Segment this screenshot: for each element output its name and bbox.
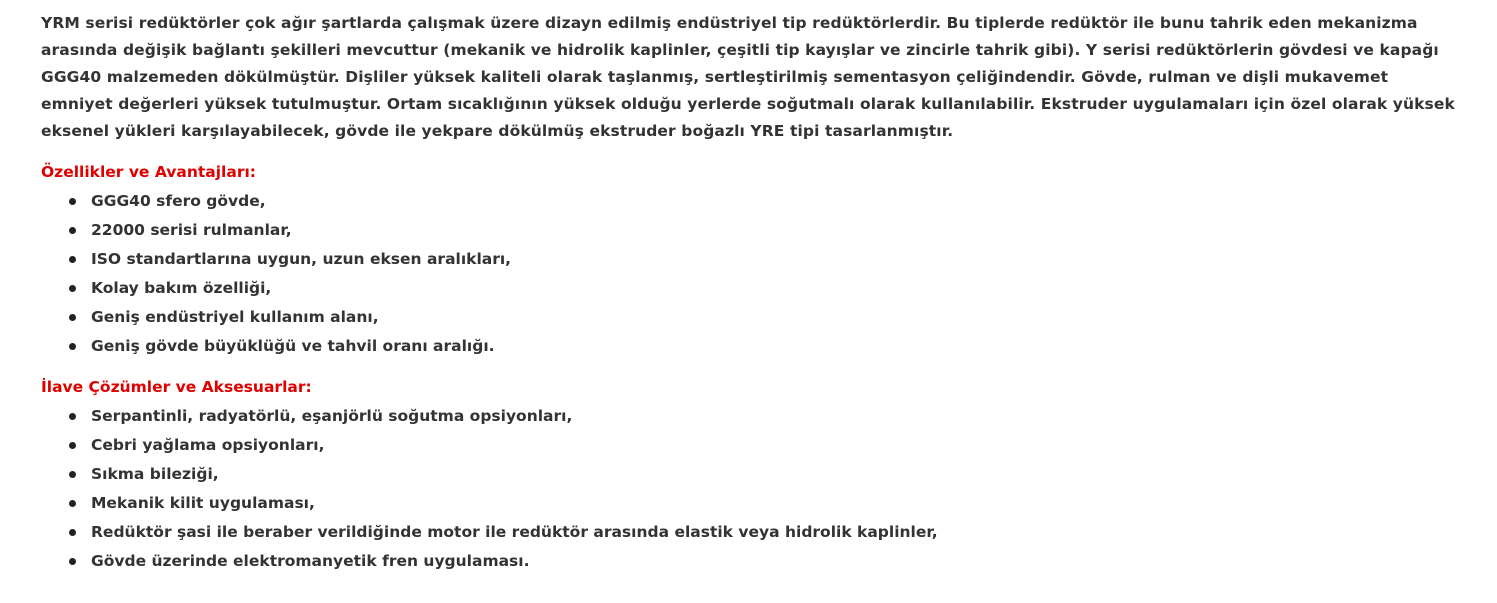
- list-item: [41, 274, 1461, 303]
- list-item-text: 22000 serisi rulmanlar,: [91, 221, 292, 239]
- list-item: [41, 489, 1461, 518]
- accessories-heading: İlave Çözümler ve Aksesuarlar:: [41, 378, 312, 396]
- list-item: [41, 402, 1461, 431]
- bullet-icon: [69, 529, 76, 536]
- list-item-text: GGG40 sfero gövde,: [91, 192, 266, 210]
- features-list: [41, 187, 1461, 361]
- list-item-text: Sıkma bileziği,: [91, 465, 219, 483]
- list-item-text: Serpantinli, radyatörlü, eşanjörlü soğutma opsiyonları,: [91, 407, 573, 425]
- bullet-icon: [69, 413, 76, 420]
- list-item: [41, 216, 1461, 245]
- bullet-icon: [69, 558, 76, 565]
- list-item-text: ISO standartlarına uygun, uzun eksen aralıkları,: [91, 250, 512, 268]
- bullet-icon: [69, 285, 76, 292]
- list-item-text: Redüktör şasi ile beraber verildiğinde motor ile redüktör arasında elastik veya hidrolik kaplinler,: [91, 523, 938, 541]
- list-item-text: Cebri yağlama opsiyonları,: [91, 436, 325, 454]
- bullet-icon: [69, 500, 76, 507]
- article-content: [41, 10, 1461, 576]
- features-heading: Özellikler ve Avantajları:: [41, 163, 256, 181]
- bullet-icon: [69, 343, 76, 350]
- list-item-text: Geniş endüstriyel kullanım alanı,: [91, 308, 379, 326]
- list-item: [41, 187, 1461, 216]
- bullet-icon: [69, 314, 76, 321]
- bullet-icon: [69, 198, 76, 205]
- list-item-text: Kolay bakım özelliği,: [91, 279, 272, 297]
- list-item-text: Gövde üzerinde elektromanyetik fren uygulaması.: [91, 552, 530, 570]
- bullet-icon: [69, 227, 76, 234]
- list-item: [41, 303, 1461, 332]
- bullet-icon: [69, 471, 76, 478]
- list-item: [41, 518, 1461, 547]
- list-item: [41, 332, 1461, 361]
- bullet-icon: [69, 442, 76, 449]
- bullet-icon: [69, 256, 76, 263]
- accessories-list: [41, 402, 1461, 576]
- list-item: [41, 431, 1461, 460]
- list-item-text: Mekanik kilit uygulaması,: [91, 494, 315, 512]
- list-item-text: Geniş gövde büyüklüğü ve tahvil oranı aralığı.: [91, 337, 495, 355]
- intro-paragraph: YRM serisi redüktörler çok ağır şartlarda çalışmak üzere dizayn edilmiş endüstriyel tip redüktörlerdir. Bu tiplerde redüktör ile bunu tahrik eden mekanizma arasında değişik bağlantı şekilleri mevcuttur (mekanik ve hidrolik kaplinler, çeşitli tip kayışlar ve zincirle tahrik gibi). Y serisi redüktörlerin gövdesi ve kapağı GGG40 malzemeden dökülmüştür. Dişliler yüksek kaliteli olarak taşlanmış, sertleştirilmiş sementasyon çeliğindendir. Gövde, rulman ve dişli mukavemet emniyet değerleri yüksek tutulmuştur. Ortam sıcaklığının yüksek olduğu yerlerde soğutmalı olarak kullanılabilir. Ekstruder uygulamaları için özel olarak yüksek eksenel yükleri karşılayabilecek, gövde ile yekpare dökülmüş ekstruder boğazlı YRE tipi tasarlanmıştır.: [41, 14, 1455, 140]
- list-item: [41, 547, 1461, 576]
- list-item: [41, 245, 1461, 274]
- list-item: [41, 460, 1461, 489]
